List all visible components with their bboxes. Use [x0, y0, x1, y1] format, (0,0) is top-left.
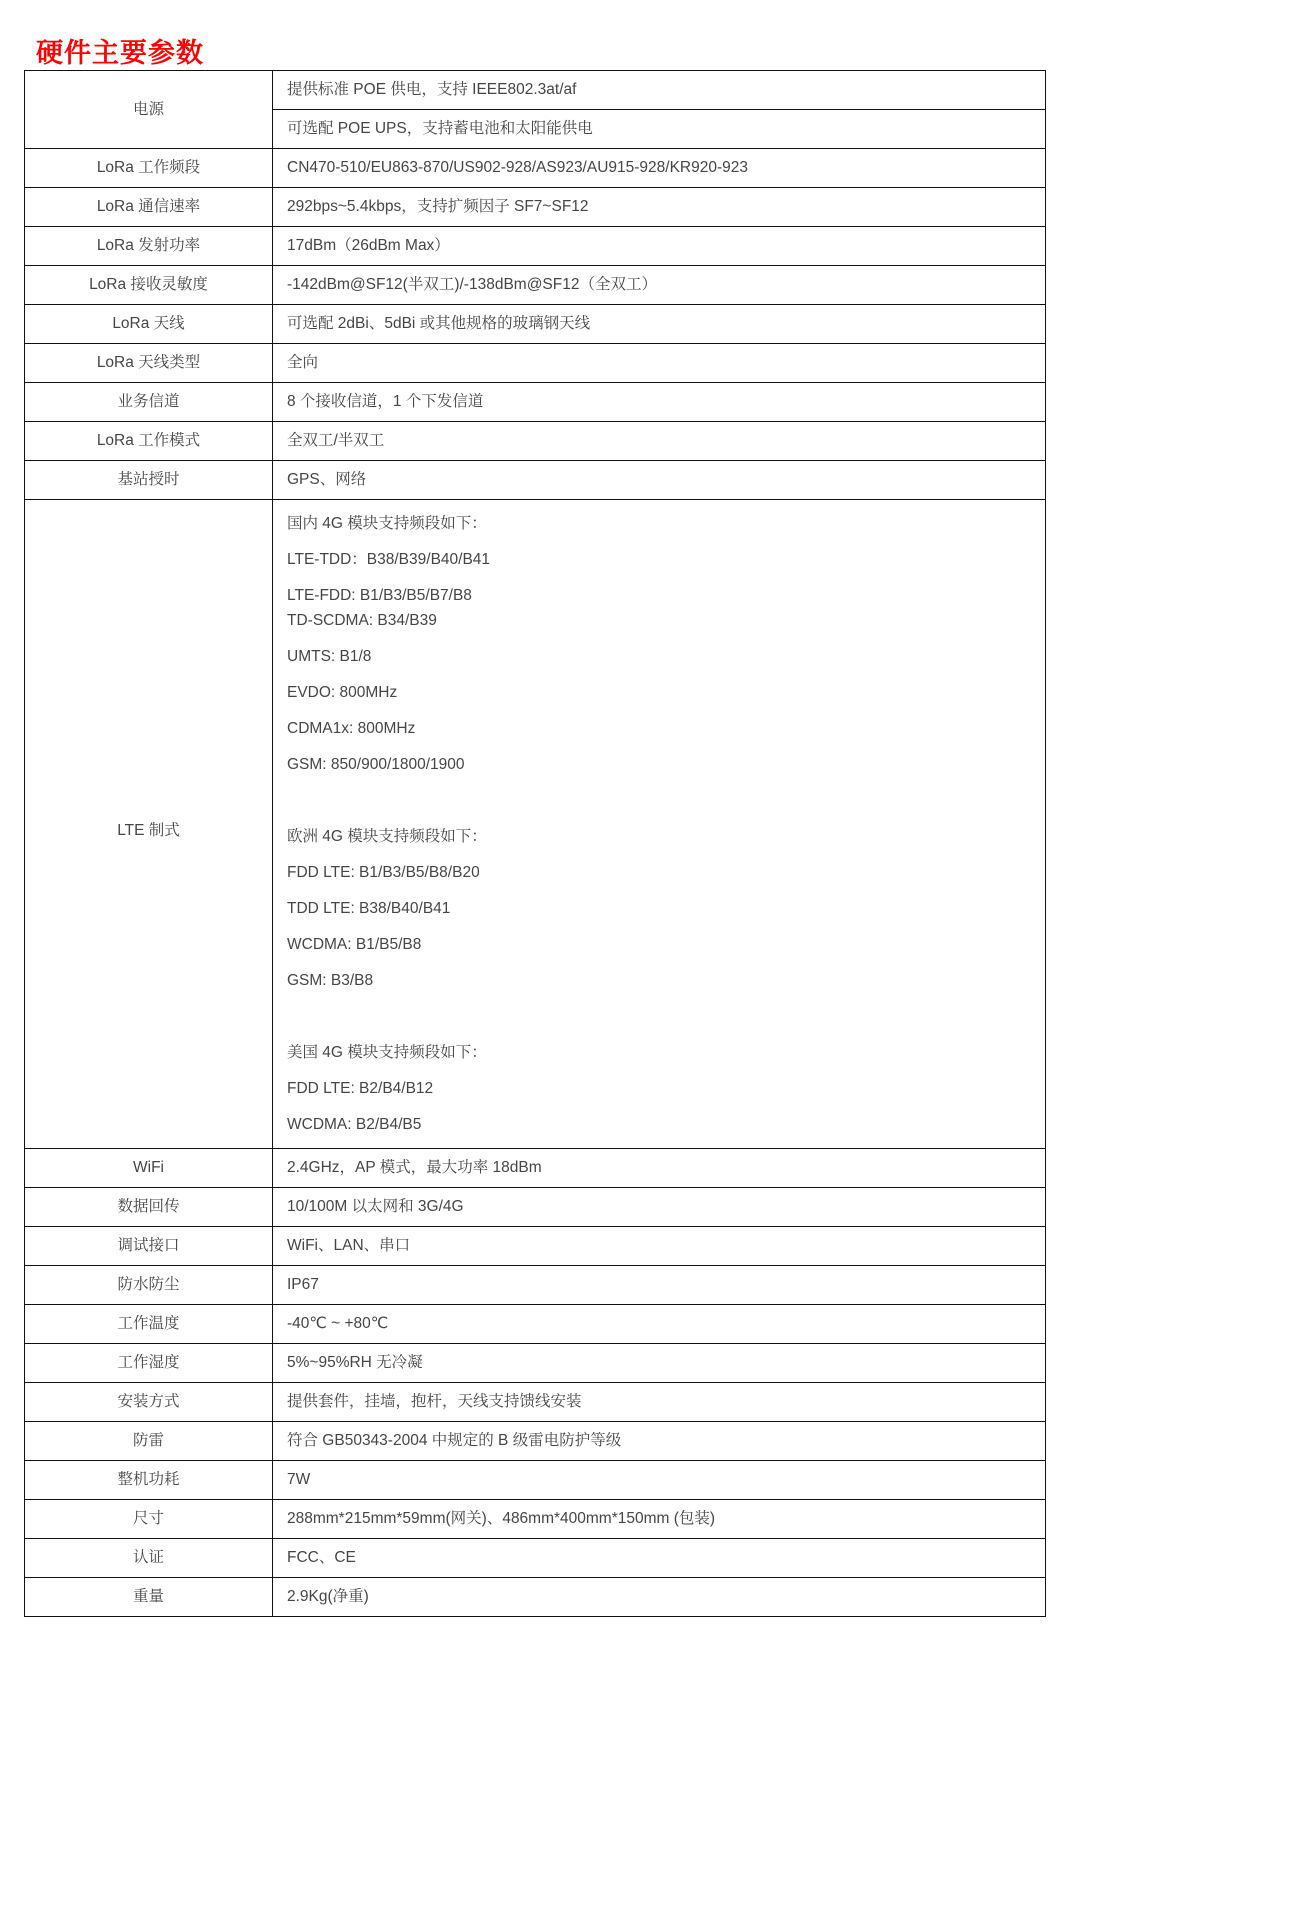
lte-band-spacer [287, 1005, 1045, 1028]
row-value-dimensions: 288mm*215mm*59mm(网关)、486mm*400mm*150mm (包装) [273, 1500, 1046, 1539]
table-row-mounting [25, 1383, 1046, 1422]
table-row-wifi [25, 1149, 1046, 1188]
row-label-lora-datarate: LoRa 通信速率 [25, 188, 273, 227]
table-row-lora-antenna [25, 305, 1046, 344]
table-row-lora-band [25, 149, 1046, 188]
table-row-lora-antenna-type [25, 344, 1046, 383]
row-label-weight: 重量 [25, 1578, 273, 1617]
row-value-power-2: 可选配 POE UPS，支持蓄电池和太阳能供电 [273, 110, 1046, 149]
row-value-service-channel: 8 个接收信道，1 个下发信道 [273, 383, 1046, 422]
lte-band-line: UMTS: B1/8 [287, 648, 372, 665]
page-title: 硬件主要参数 [36, 38, 204, 69]
lte-band-line: WCDMA: B1/B5/B8 [287, 936, 422, 953]
row-value-lora-antenna: 可选配 2dBi、5dBi 或其他规格的玻璃钢天线 [273, 305, 1046, 344]
lte-band-line: 欧洲 4G 模块支持频段如下： [287, 828, 487, 845]
row-value-lora-antenna-type: 全向 [273, 344, 1046, 383]
table-row-certification [25, 1539, 1046, 1578]
row-label-power-consumption: 整机功耗 [25, 1461, 273, 1500]
table-row-power-1 [25, 71, 1046, 110]
table-row-operating-temperature [25, 1305, 1046, 1344]
lte-band-line: 国内 4G 模块支持频段如下： [287, 515, 487, 532]
row-value-lte [273, 500, 1046, 1149]
table-row-lora-datarate [25, 188, 1046, 227]
table-row-debug-interface [25, 1227, 1046, 1266]
row-label-debug-interface: 调试接口 [25, 1227, 273, 1266]
row-value-lora-datarate: 292bps~5.4kbps，支持扩频因子 SF7~SF12 [273, 188, 1046, 227]
row-label-power: 电源 [25, 71, 273, 149]
table-row-weight [25, 1578, 1046, 1617]
row-label-lora-antenna: LoRa 天线 [25, 305, 273, 344]
row-value-lora-sensitivity: -142dBm@SF12(半双工)/-138dBm@SF12（全双工） [273, 266, 1046, 305]
lte-band-line: TDD LTE: B38/B40/B41 [287, 900, 451, 917]
lte-band-line: WCDMA: B2/B4/B5 [287, 1116, 422, 1133]
lte-band-line: TD-SCDMA: B34/B39 [287, 612, 437, 629]
row-label-lora-mode: LoRa 工作模式 [25, 422, 273, 461]
row-value-power-consumption: 7W [273, 1461, 1046, 1500]
row-label-operating-temperature: 工作温度 [25, 1305, 273, 1344]
lte-band-line: GSM: B3/B8 [287, 972, 374, 989]
row-value-wifi: 2.4GHz，AP 模式，最大功率 18dBm [273, 1149, 1046, 1188]
row-label-lora-sensitivity: LoRa 接收灵敏度 [25, 266, 273, 305]
row-value-operating-humidity: 5%~95%RH 无冷凝 [273, 1344, 1046, 1383]
table-row-ip-rating [25, 1266, 1046, 1305]
row-label-backhaul: 数据回传 [25, 1188, 273, 1227]
table-row-time-sync [25, 461, 1046, 500]
row-value-lora-mode: 全双工/半双工 [273, 422, 1046, 461]
row-label-ip-rating: 防水防尘 [25, 1266, 273, 1305]
table-row-lora-txpower [25, 227, 1046, 266]
row-value-time-sync: GPS、网络 [273, 461, 1046, 500]
lte-band-line: EVDO: 800MHz [287, 684, 398, 701]
row-label-lte: LTE 制式 [25, 500, 273, 1149]
row-label-mounting: 安装方式 [25, 1383, 273, 1422]
row-value-ip-rating: IP67 [273, 1266, 1046, 1305]
row-value-backhaul: 10/100M 以太网和 3G/4G [273, 1188, 1046, 1227]
lte-band-line: GSM: 850/900/1800/1900 [287, 756, 465, 773]
table-row-lora-sensitivity [25, 266, 1046, 305]
lte-band-spacer [287, 789, 1045, 812]
row-label-certification: 认证 [25, 1539, 273, 1578]
row-label-lora-txpower: LoRa 发射功率 [25, 227, 273, 266]
hardware-spec-table [24, 70, 1046, 1617]
row-value-certification: FCC、CE [273, 1539, 1046, 1578]
row-value-weight: 2.9Kg(净重) [273, 1578, 1046, 1617]
row-label-lora-band: LoRa 工作频段 [25, 149, 273, 188]
row-value-lora-txpower: 17dBm（26dBm Max） [273, 227, 1046, 266]
lte-band-line: FDD LTE: B2/B4/B12 [287, 1080, 434, 1097]
row-label-lightning-protection: 防雷 [25, 1422, 273, 1461]
table-row-operating-humidity [25, 1344, 1046, 1383]
lte-band-line: 美国 4G 模块支持频段如下： [287, 1044, 487, 1061]
table-row-backhaul [25, 1188, 1046, 1227]
row-label-time-sync: 基站授时 [25, 461, 273, 500]
row-label-wifi: WiFi [25, 1149, 273, 1188]
row-label-operating-humidity: 工作湿度 [25, 1344, 273, 1383]
row-value-mounting: 提供套件，挂墙，抱杆，天线支持馈线安装 [273, 1383, 1046, 1422]
row-label-lora-antenna-type: LoRa 天线类型 [25, 344, 273, 383]
table-row-power-consumption [25, 1461, 1046, 1500]
row-value-power-1: 提供标准 POE 供电，支持 IEEE802.3at/af [273, 71, 1046, 110]
row-label-service-channel: 业务信道 [25, 383, 273, 422]
lte-band-line: LTE-TDD：B38/B39/B40/B41 [287, 551, 491, 568]
row-value-debug-interface: WiFi、LAN、串口 [273, 1227, 1046, 1266]
row-value-lightning-protection: 符合 GB50343-2004 中规定的 B 级雷电防护等级 [273, 1422, 1046, 1461]
row-value-lora-band: CN470-510/EU863-870/US902-928/AS923/AU915-928/KR920-923 [273, 149, 1046, 188]
spec-table-body [25, 71, 1046, 1617]
table-row-lte [25, 500, 1046, 1149]
lte-band-list [287, 512, 1045, 1136]
lte-band-line: FDD LTE: B1/B3/B5/B8/B20 [287, 864, 480, 881]
table-row-lora-mode [25, 422, 1046, 461]
table-row-service-channel [25, 383, 1046, 422]
lte-band-line: LTE-FDD: B1/B3/B5/B7/B8 [287, 587, 472, 604]
lte-band-line: CDMA1x: 800MHz [287, 720, 416, 737]
table-row-lightning-protection [25, 1422, 1046, 1461]
table-row-dimensions [25, 1500, 1046, 1539]
row-value-operating-temperature: -40℃ ~ +80℃ [273, 1305, 1046, 1344]
row-label-dimensions: 尺寸 [25, 1500, 273, 1539]
